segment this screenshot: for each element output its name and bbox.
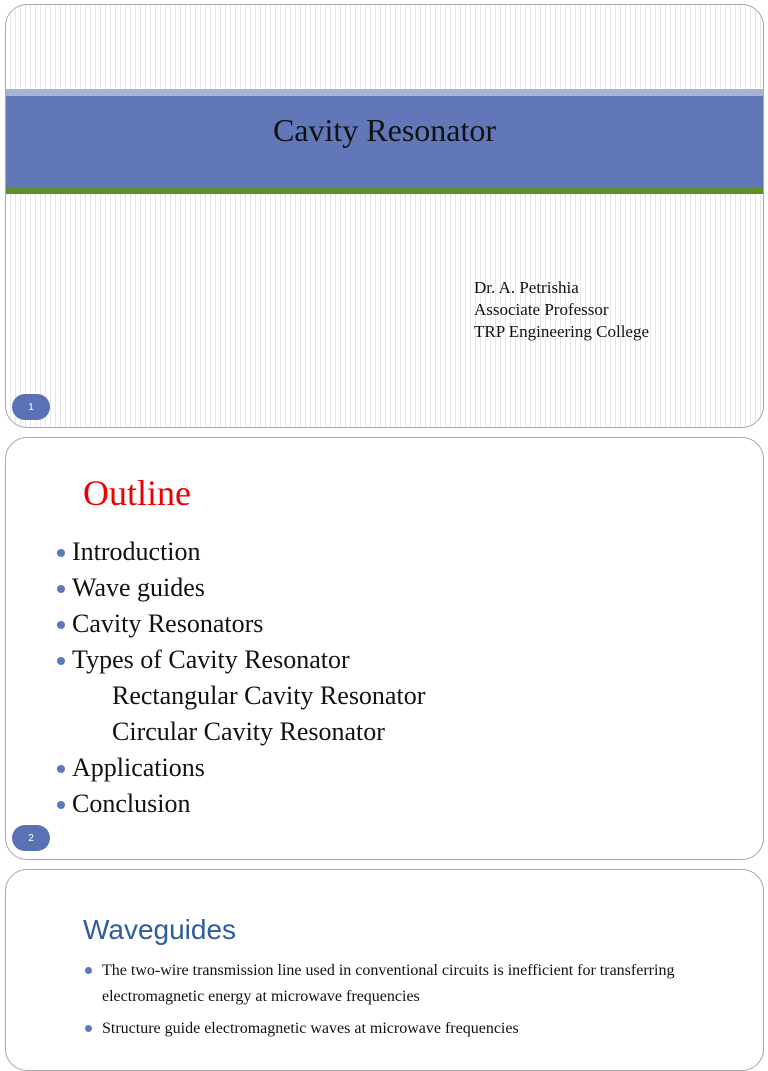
- outline-list: [54, 534, 425, 822]
- slide-title: Cavity Resonator: [272, 112, 497, 148]
- list-item: Applications: [54, 750, 425, 786]
- page-number-badge: 1: [12, 394, 50, 420]
- list-item: Types of Cavity Resonator: [54, 642, 425, 678]
- page-number-badge: 2: [12, 825, 50, 851]
- slide-2: [5, 437, 764, 860]
- author-position: Associate Professor: [474, 300, 609, 319]
- title-band-accent-stripe: [6, 188, 763, 194]
- list-item: Structure guide electromagnetic waves at microwave frequencies: [84, 1016, 694, 1042]
- list-item: The two-wire transmission line used in conventional circuits is inefficient for transferring electromagnetic energy at microwave frequencies: [84, 958, 694, 1010]
- slide-title: Waveguides: [83, 914, 237, 945]
- author-institution: TRP Engineering College: [474, 322, 650, 341]
- author-name: Dr. A. Petrishia: [474, 278, 579, 297]
- list-subitem: Circular Cavity Resonator: [112, 717, 385, 746]
- slide-3: [5, 869, 764, 1071]
- title-band-top-stripe: [6, 89, 763, 96]
- slide-1: [5, 4, 764, 428]
- bullet-list: [84, 958, 694, 1042]
- list-item: Introduction: [54, 534, 425, 570]
- author-block: [474, 277, 649, 343]
- list-item: Wave guides: [54, 570, 425, 606]
- list-item: Conclusion: [54, 786, 425, 822]
- list-item: Cavity Resonators: [54, 606, 425, 642]
- slide-title: Outline: [83, 473, 191, 513]
- list-subitem: Rectangular Cavity Resonator: [112, 681, 426, 710]
